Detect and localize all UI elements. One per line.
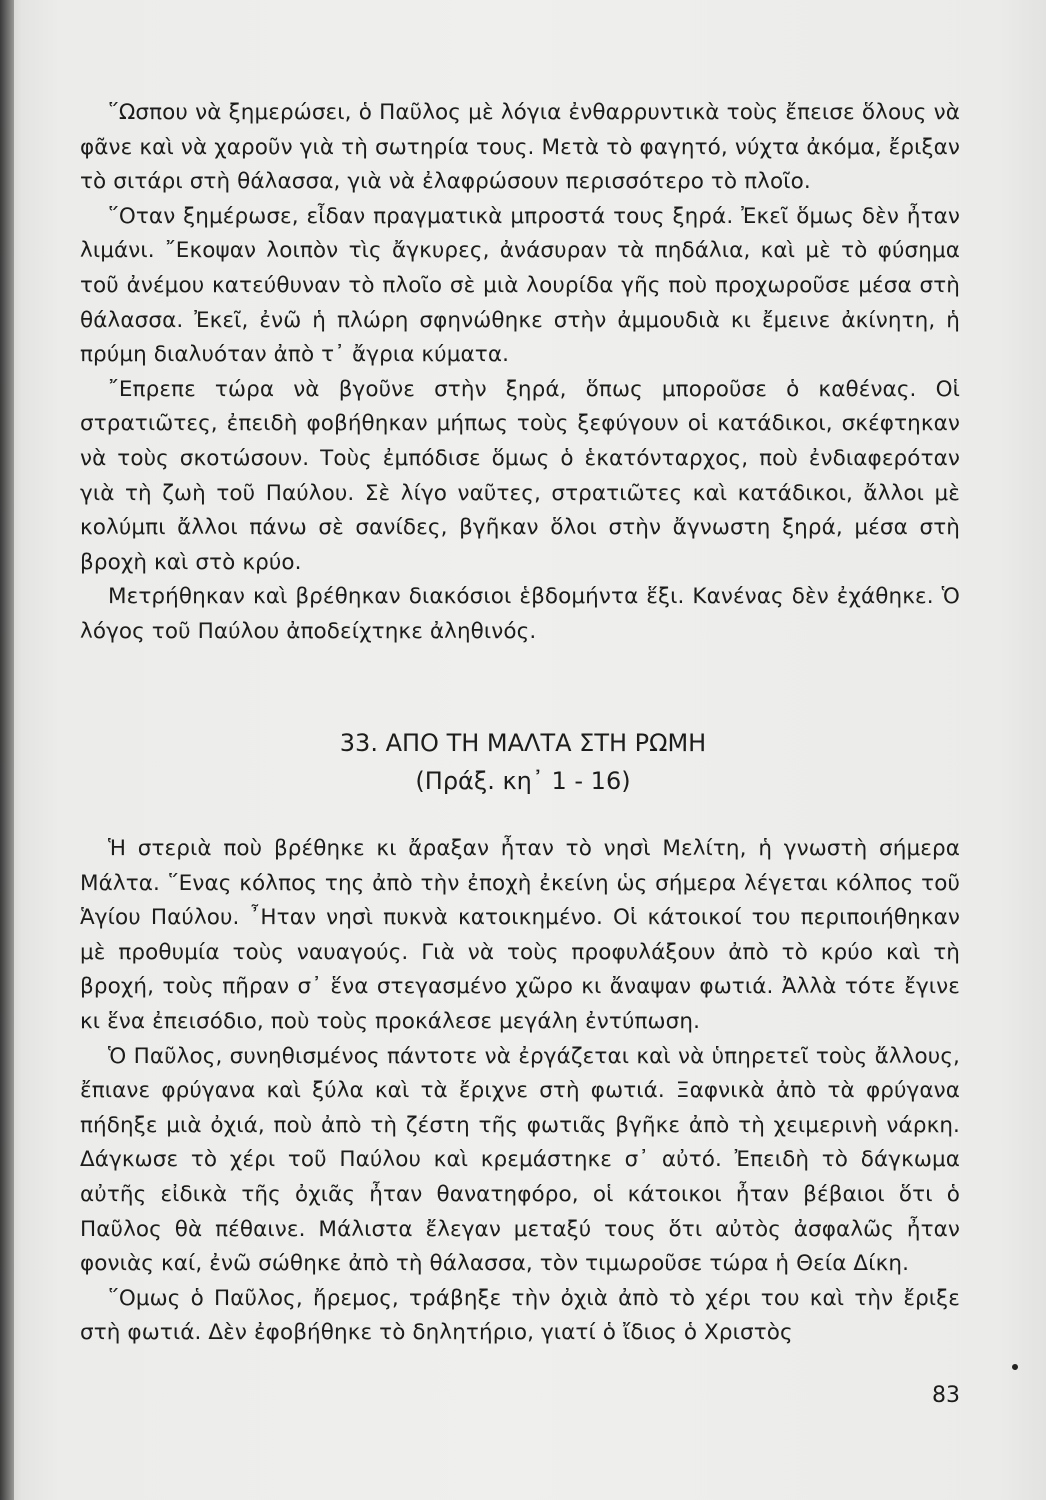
paragraph: Ἡ στεριὰ ποὺ βρέθηκε κι ἄραξαν ἦταν τὸ νησὶ Μελίτη, ἡ γνωστὴ σήμερα Μάλτα. ῞Ενας κόλπος της ἀπὸ τὴν ἐποχὴ ἐκείνη ὡς σήμερα λέγεται κόλπος τοῦ Ἁγίου Παύλου. ῏Ηταν νησὶ πυκνὰ κατοικημένο. Οἱ κάτοικοί του περιποιήθηκαν μὲ προθυμία τοὺς ναυαγούς. Γιὰ νὰ τοὺς προφυλάξουν ἀπὸ τὸ κρύο καὶ τὴ βροχή, τοὺς πῆραν σ᾿ ἕνα στεγασμένο χῶρο κι ἄναψαν φωτιά. Ἀλλὰ τότε ἔγινε κι ἕνα ἐπεισόδιο, ποὺ τοὺς προκάλεσε μεγάλη ἐντύπωση. [80,836,960,1034]
body-text-section-1 [80,96,960,650]
margin-dot-mark [1012,1364,1018,1370]
body-text-section-2 [80,832,960,1351]
paragraph: Μετρήθηκαν καὶ βρέθηκαν διακόσιοι ἑβδομήντα ἕξι. Κανένας δὲν ἐχάθηκε. Ὁ λόγος τοῦ Παύλου ἀποδείχτηκε ἀληθινός. [80,584,960,644]
paragraph: Ὁ Παῦλος, συνηθισμένος πάντοτε νὰ ἐργάζεται καὶ νὰ ὑπηρετεῖ τοὺς ἄλλους, ἔπιανε φρύγανα καὶ ξύλα καὶ τὰ ἔριχνε στὴ φωτιά. Ξαφνικὰ ἀπὸ τὰ φρύγανα πήδηξε μιὰ ὀχιά, ποὺ ἀπὸ τὴ ζέστη τῆς φωτιᾶς βγῆκε ἀπὸ τὴ χειμερινὴ νάρκη. Δάγκωσε τὸ χέρι τοῦ Παύλου καὶ κρεμάστηκε σ᾿ αὐτό. Ἐπειδὴ τὸ δάγκωμα αὐτῆς εἰδικὰ τῆς ὀχιᾶς ἦταν θανατηφόρο, οἱ κάτοικοι ἦταν βέβαιοι ὅτι ὁ Παῦλος θὰ πέθαινε. Μάλιστα ἔλεγαν μεταξύ τους ὅτι αὐτὸς ἀσφαλῶς ἦταν φονιὰς καί, ἐνῶ σώθηκε ἀπὸ τὴ θάλασσα, τὸν τιμωροῦσε τώρα ἡ Θεία Δίκη. [80,1043,960,1277]
scripture-reference: (Πράξ. κη᾿ 1 - 16) [415,767,631,795]
paragraph: ῎Επρεπε τώρα νὰ βγοῦνε στὴν ξηρά, ὅπως μποροῦσε ὁ καθένας. Οἱ στρατιῶτες, ἐπειδὴ φοβήθηκαν μήπως τοὺς ξεφύγουν οἱ κατάδικοι, σκέφτηκαν νὰ τοὺς σκοτώσουν. Τοὺς ἐμπόδισε ὅμως ὁ ἑκατόνταρχος, ποὺ ἐνδιαφερόταν γιὰ τὴ ζωὴ τοῦ Παύλου. Σὲ λίγο ναῦτες, στρατιῶτες καὶ κατάδικοι, ἄλλοι μὲ κολύμπι ἄλλοι πάνω σὲ σανίδες, βγῆκαν ὅλοι στὴν ἄγνωστη ξηρά, μέσα στὴ βροχὴ καὶ στὸ κρύο. [80,376,960,575]
page-number: 83 [932,1383,960,1408]
paragraph: ῞Ομως ὁ Παῦλος, ἤρεμος, τράβηξε τὴν ὀχιὰ ἀπὸ τὸ χέρι του καὶ τὴν ἔριξε στὴ φωτιά. Δὲν ἐφοβήθηκε τὸ δηλητήριο, γιατί ὁ ἴδιος ὁ Χριστὸς [80,1285,960,1346]
chapter-title: 33. ΑΠΟ ΤΗ ΜΑΛΤΑ ΣΤΗ ΡΩΜΗ [339,729,707,757]
paragraph: ῞Οταν ξημέρωσε, εἶδαν πραγματικὰ μπροστά τους ξηρά. Ἐκεῖ ὅμως δὲν ἦταν λιμάνι. ῎Εκοψαν λοιπὸν τὶς ἄγκυρες, ἀνάσυραν τὰ πηδάλια, καὶ μὲ τὸ φύσημα τοῦ ἀνέμου κατεύθυναν τὸ πλοῖο σὲ μιὰ λουρίδα γῆς ποὺ προχωροῦσε μέσα στὴ θάλασσα. Ἐκεῖ, ἐνῶ ἡ πλώρη σφηνώθηκε στὴν ἀμμουδιὰ κι ἔμεινε ἀκίνητη, ἡ πρύμη διαλυόταν ἀπὸ τ᾿ ἄγρια κύματα. [80,203,960,368]
paragraph: ῞Ωσπου νὰ ξημερώσει, ὁ Παῦλος μὲ λόγια ἐνθαρρυντικὰ τοὺς ἔπεισε ὅλους νὰ φᾶνε καὶ νὰ χαροῦν γιὰ τὴ σωτηρία τους. Μετὰ τὸ φαγητό, νύχτα ἀκόμα, ἔριξαν τὸ σιτάρι στὴ θάλασσα, γιὰ νὰ ἐλαφρώσουν περισσότερο τὸ πλοῖο. [80,100,960,195]
